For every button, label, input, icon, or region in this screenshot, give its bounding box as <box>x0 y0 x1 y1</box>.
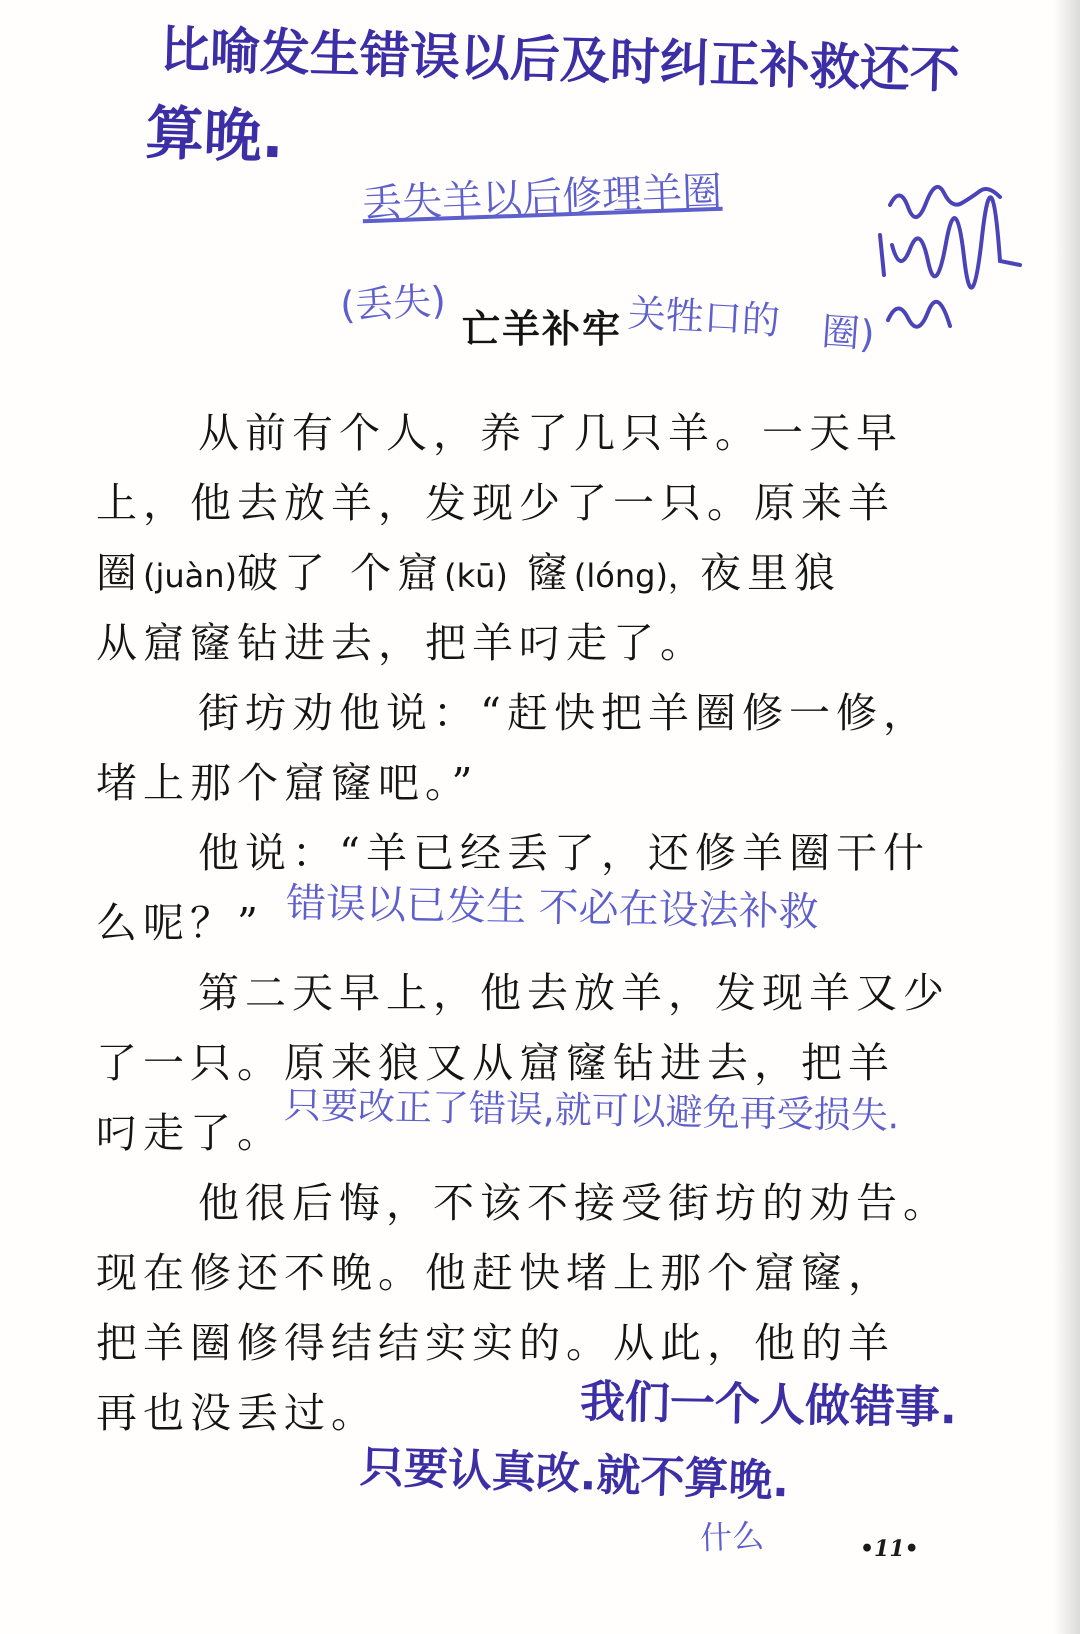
handwritten-left-of-title: (丢失) <box>339 278 447 328</box>
story-line-1: 从前有个人，养了几只羊。一天早 <box>198 409 903 457</box>
story-line-3-word-ku: 个窟 <box>350 549 445 597</box>
handwritten-bottom-line-2: 只要认真改.就不算晚. <box>359 1441 791 1508</box>
pinyin-long: (lóng)， <box>573 557 700 595</box>
story-line-2: 上，他去放羊，发现少了一只。原来羊 <box>96 479 895 527</box>
pinyin-ku: (kū) <box>444 557 508 595</box>
story-line-13: 现在修还不晚。他赶快堵上那个窟窿， <box>96 1249 895 1297</box>
handwritten-note-after-diao: 只要改正了错误,就可以避免再受损失. <box>283 1083 900 1138</box>
story-line-5: 街坊劝他说：“赶快把羊圈修一修， <box>198 689 930 737</box>
story-line-7: 他说：“羊已经丢了，还修羊圈干什 <box>198 829 930 877</box>
story-line-3-word-juan: 圈 <box>96 549 143 597</box>
handwritten-right-of-title-2: 圈) <box>820 309 877 357</box>
story-line-14: 把羊圈修得结结实实的。从此，他的羊 <box>96 1319 895 1367</box>
handwritten-title-meaning: 丢失羊以后修理羊圈 <box>361 168 723 228</box>
story-line-3-word-long: 窿 <box>526 549 574 597</box>
story-line-15: 再也没丢过。 <box>96 1389 378 1437</box>
story-line-4: 从窟窿钻进去，把羊叼走了。 <box>96 619 707 667</box>
handwritten-bottom-line-1: 我们一个人做错事. <box>579 1374 958 1435</box>
story-line-9: 第二天早上，他去放羊，发现羊又少 <box>198 969 950 1017</box>
pinyin-juan: (juàn) <box>143 557 238 595</box>
handwritten-definition-line-1: 比喻发生错误以后及时纠正补救还不 <box>159 20 961 100</box>
title-scribble <box>880 290 980 350</box>
story-line-3-word-lang: 夜里狼 <box>699 549 841 597</box>
story-line-10: 了一只。原来狼又从窟窿钻进去，把羊 <box>96 1039 895 1087</box>
handwritten-right-of-title: 关牲口的 <box>626 291 781 343</box>
story-line-3 <box>96 540 841 599</box>
page-number: •11• <box>860 1536 919 1562</box>
story-line-12: 他很后悔，不该不接受街坊的劝告。 <box>198 1179 950 1227</box>
handwritten-note-after-ne: 错误以已发生 不必在设法补救 <box>285 880 820 936</box>
handwritten-definition-line-2: 算晚. <box>144 98 286 172</box>
story-line-3-word-pole: 破了 <box>237 549 332 597</box>
story-line-8: 么呢？” <box>96 899 264 947</box>
story-title: 亡羊补牢 <box>462 307 623 351</box>
handwritten-bottom-line-3: 什么 <box>699 1516 765 1558</box>
story-line-6: 堵上那个窟窿吧。” <box>96 759 479 807</box>
story-line-11: 叼走了。 <box>96 1109 284 1157</box>
